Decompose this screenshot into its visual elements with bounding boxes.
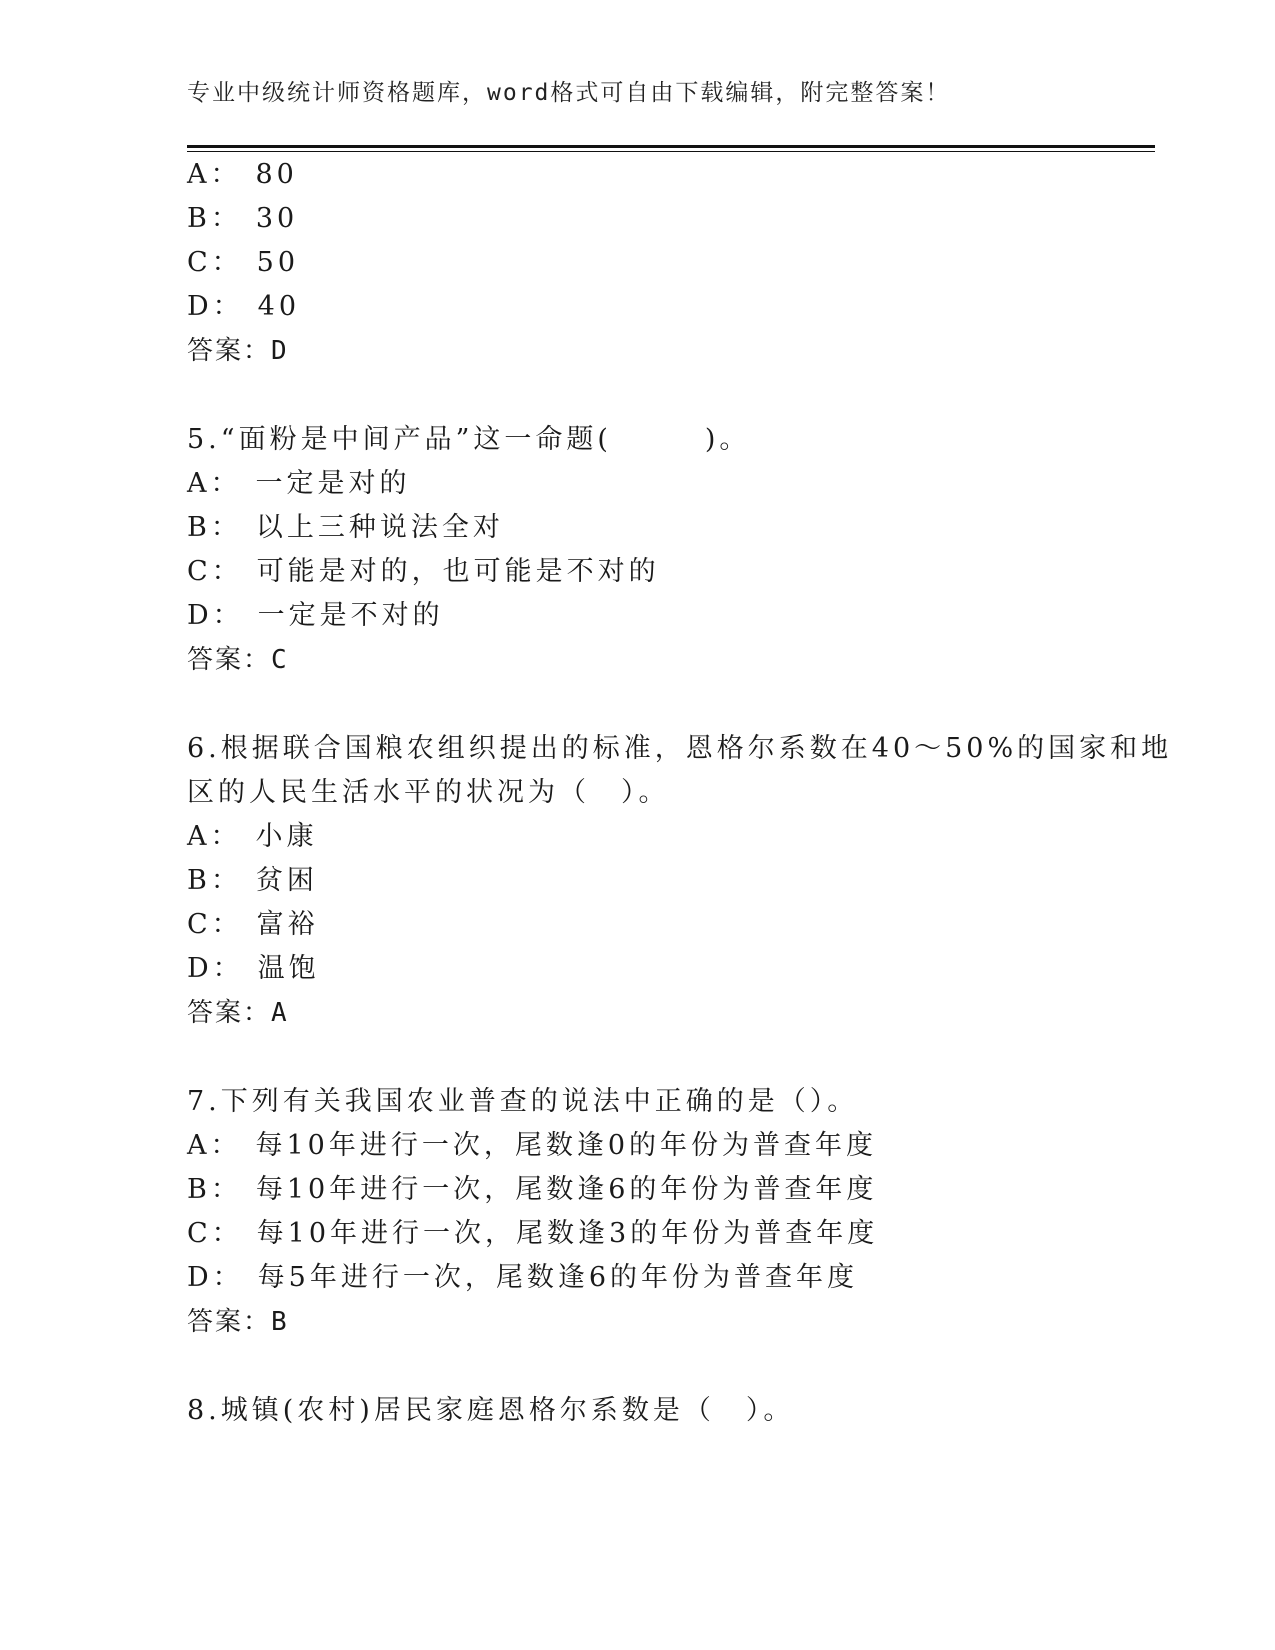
option-c (187, 555, 660, 589)
option-key: C： (187, 556, 243, 587)
option-key: D： (187, 953, 244, 984)
option-a (187, 820, 318, 854)
option-key: A： (187, 159, 242, 190)
option-c (187, 908, 319, 942)
option-text: 以上三种说法全对 (255, 512, 504, 543)
option-text: 一定是对的 (255, 468, 411, 499)
option-b (187, 511, 504, 545)
option-key: A： (187, 1130, 242, 1161)
option-key: C： (187, 1218, 243, 1249)
option-text: 每5年进行一次，尾数逢6的年份为普查年度 (257, 1262, 859, 1293)
option-key: D： (187, 291, 244, 322)
option-text: 30 (255, 203, 299, 234)
question-5-stem: 5.“面粉是中间产品”这一命题( )。 (187, 424, 751, 455)
answer-line: 答案：C (187, 645, 289, 675)
option-b (187, 864, 318, 898)
option-text: 每10年进行一次，尾数逢0的年份为普查年度 (255, 1130, 878, 1161)
option-a (187, 1129, 877, 1163)
option-key: D： (187, 1262, 244, 1293)
option-text: 小康 (255, 821, 318, 852)
option-d (187, 952, 320, 986)
option-text: 40 (257, 291, 301, 322)
option-text: 贫困 (255, 865, 318, 896)
option-c (187, 246, 299, 280)
option-b (187, 202, 298, 236)
option-d (187, 1261, 858, 1295)
option-key: B： (187, 1174, 242, 1205)
option-key: B： (187, 865, 242, 896)
option-key: A： (187, 821, 242, 852)
option-text: 每10年进行一次，尾数逢6的年份为普查年度 (255, 1174, 878, 1205)
option-a (187, 467, 411, 501)
option-a (187, 158, 298, 192)
option-text: 80 (255, 159, 298, 190)
option-key: C： (187, 909, 243, 940)
question-6-stem-line-2: 区的人民生活水平的状况为（ ）。 (187, 777, 670, 808)
question-8-stem: 8.城镇(农村)居民家庭恩格尔系数是（ ）。 (187, 1395, 795, 1426)
header-divider-thin (187, 151, 1155, 152)
option-key: B： (187, 203, 242, 234)
option-key: B： (187, 512, 242, 543)
option-key: D： (187, 600, 244, 631)
answer-line: 答案：A (187, 998, 289, 1028)
option-key: A： (187, 468, 242, 499)
option-c (187, 1217, 878, 1251)
header-divider-thick (187, 145, 1155, 148)
option-text: 50 (256, 247, 300, 278)
option-text: 一定是不对的 (257, 600, 444, 631)
option-d (187, 290, 300, 324)
question-6-stem-line-1: 6.根据联合国粮农组织提出的标准，恩格尔系数在40～50%的国家和地 (187, 733, 1173, 764)
question-7-stem: 7.下列有关我国农业普查的说法中正确的是（）。 (187, 1086, 859, 1117)
option-d (187, 599, 444, 633)
answer-line: 答案：B (187, 1307, 289, 1337)
option-b (187, 1173, 877, 1207)
answer-line: 答案：D (187, 336, 289, 366)
option-key: C： (187, 247, 243, 278)
option-text: 富裕 (256, 909, 319, 940)
option-text: 温饱 (257, 953, 320, 984)
option-text: 可能是对的，也可能是不对的 (256, 556, 660, 587)
page-header: 专业中级统计师资格题库，word格式可自由下载编辑，附完整答案！ (187, 80, 951, 106)
option-text: 每10年进行一次，尾数逢3的年份为普查年度 (256, 1218, 879, 1249)
